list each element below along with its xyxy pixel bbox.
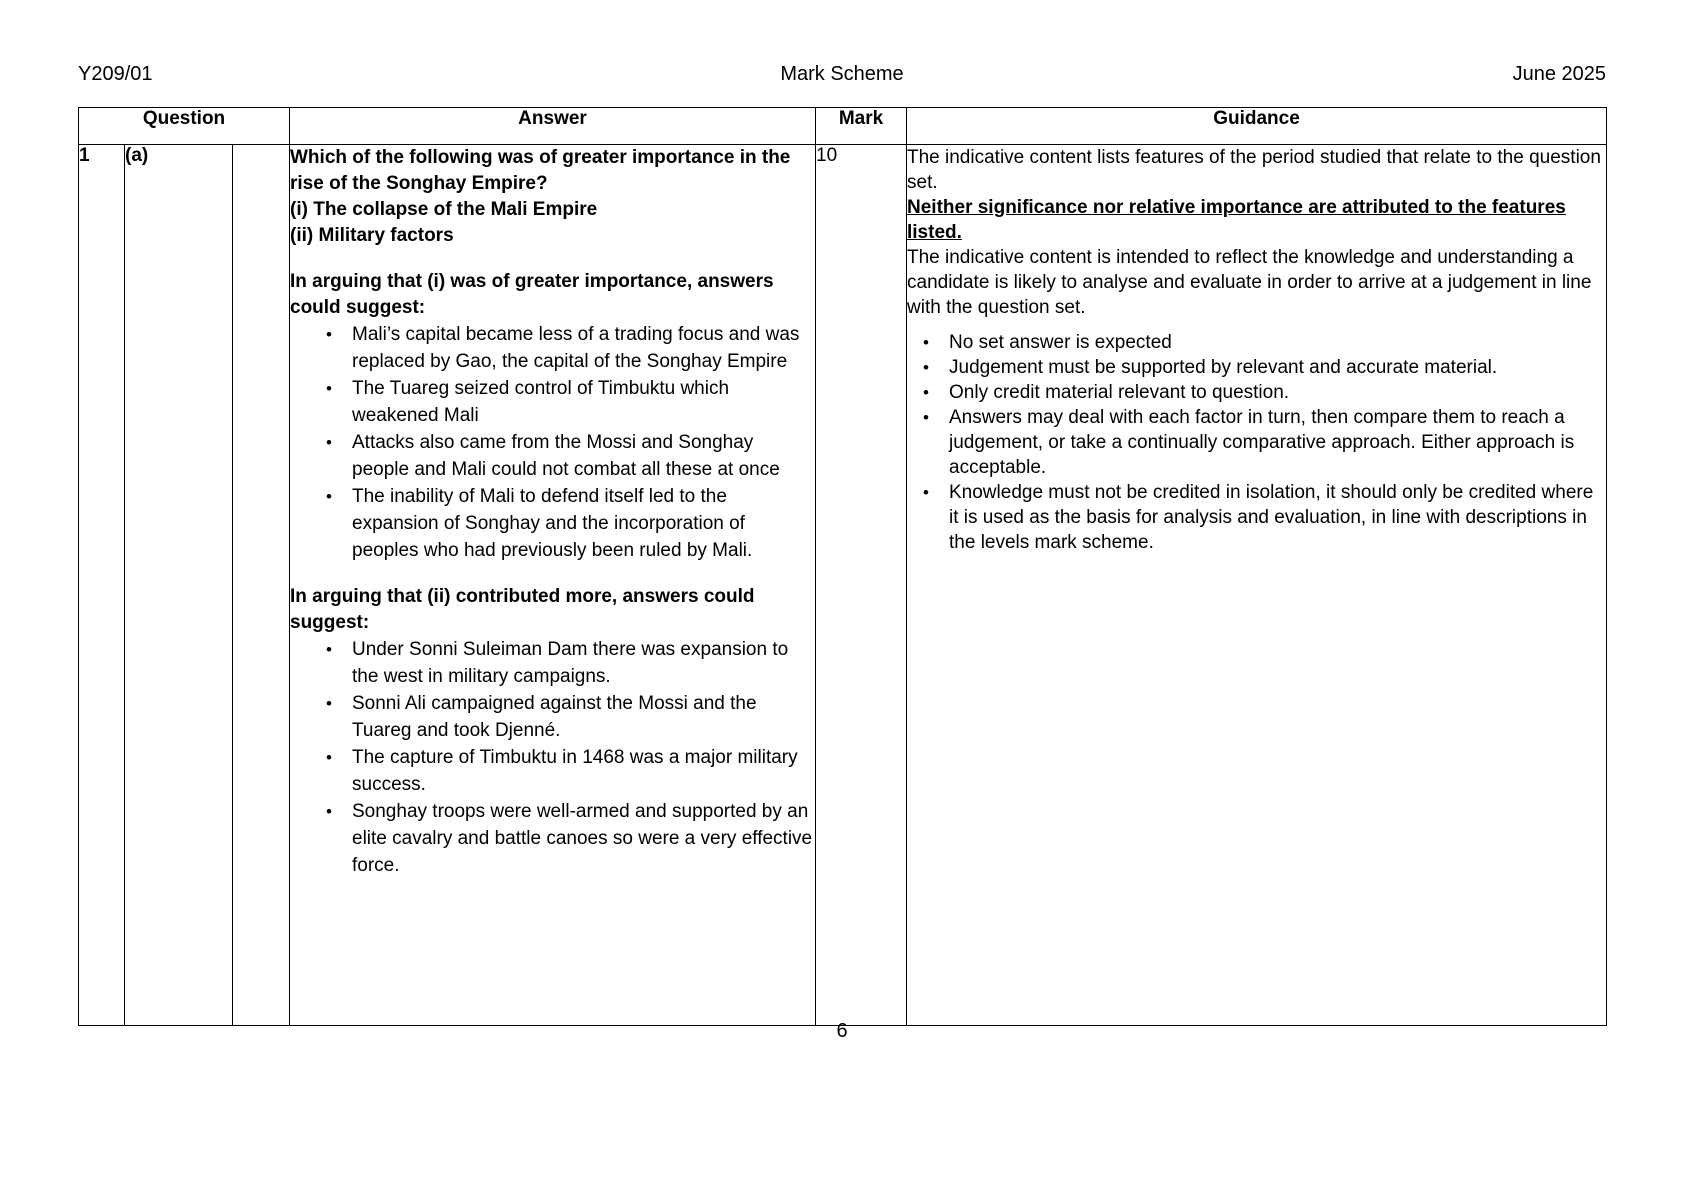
guidance-intro-2: The indicative content is intended to reflect the knowledge and understanding a candidate is likely to analyse and evaluate in order to arrive at a judgement in line with the question set.	[907, 247, 1592, 318]
column-header-guidance: Guidance	[907, 108, 1607, 145]
question-number: 1	[79, 145, 125, 1026]
page-header	[78, 60, 1606, 88]
guidance-intro-1: The indicative content lists features of the period studied that relate to the question set.	[907, 147, 1601, 193]
guidance-cell	[907, 145, 1607, 1026]
list-item: • Attacks also came from the Mossi and Songhay people and Mali could not combat all these at once	[352, 429, 815, 483]
page-number: 6	[836, 1020, 848, 1042]
table-row	[79, 145, 1607, 1026]
answer-body	[290, 145, 815, 879]
list-item: • The inability of Mali to defend itself led to the expansion of Songhay and the incorporation of peoples who had previously been ruled by Mali.	[352, 483, 815, 564]
question-part-label	[233, 145, 290, 1026]
header-title: Mark Scheme	[780, 62, 904, 85]
list-item: • Mali’s capital became less of a trading focus and was replaced by Gao, the capital of the Songhay Empire	[352, 321, 815, 375]
list-item: • The Tuareg seized control of Timbuktu which weakened Mali	[352, 375, 815, 429]
list-item: • Answers may deal with each factor in turn, then compare them to reach a judgement, or take a continually comparative approach. Either approach is acceptable.	[949, 405, 1606, 480]
answer-question-line-1: Which of the following was of greater importance in the rise of the Songhay Empire?	[290, 147, 791, 194]
spacer	[907, 320, 1606, 330]
answer-cell	[290, 145, 816, 1026]
list-item: • Sonni Ali campaigned against the Mossi and the Tuareg and took Djenné.	[352, 690, 815, 744]
answer-question-line-2: (i) The collapse of the Mali Empire	[290, 199, 598, 220]
table-header-row	[79, 108, 1607, 145]
answer-section2-bullets	[290, 636, 815, 879]
answer-section1-bullets	[290, 321, 815, 564]
list-item: • Judgement must be supported by relevant and accurate material.	[949, 355, 1606, 380]
column-header-answer: Answer	[290, 108, 816, 145]
list-item: • The capture of Timbuktu in 1468 was a major military success.	[352, 744, 815, 798]
question-sub-label: (a)	[125, 145, 233, 1026]
answer-section1-heading: In arguing that (i) was of greater importance, answers could suggest:	[290, 271, 774, 318]
header-session: June 2025	[1512, 62, 1606, 85]
list-item: • Knowledge must not be credited in isolation, it should only be credited where it is used as the basis for analysis and evaluation, in line with descriptions in the levels mark scheme.	[949, 480, 1606, 555]
spacer	[290, 249, 815, 269]
mark-scheme-table	[78, 107, 1607, 1026]
list-item: • No set answer is expected	[949, 330, 1606, 355]
guidance-body	[907, 145, 1606, 555]
mark-value: 10	[816, 145, 907, 1026]
answer-section2-heading: In arguing that (ii) contributed more, answers could suggest:	[290, 586, 755, 633]
answer-question-statement	[290, 145, 815, 249]
guidance-emphasis: Neither significance nor relative importance are attributed to the features listed.	[907, 197, 1566, 243]
column-header-question: Question	[79, 108, 290, 145]
list-item: • Only credit material relevant to question.	[949, 380, 1606, 405]
column-header-mark: Mark	[816, 108, 907, 145]
list-item: • Songhay troops were well-armed and supported by an elite cavalry and battle canoes so were a very effective force.	[352, 798, 815, 879]
header-paper-code: Y209/01	[78, 62, 153, 85]
guidance-bullets	[907, 330, 1606, 555]
answer-question-line-3: (ii) Military factors	[290, 225, 454, 246]
spacer	[290, 564, 815, 584]
list-item: • Under Sonni Suleiman Dam there was expansion to the west in military campaigns.	[352, 636, 815, 690]
